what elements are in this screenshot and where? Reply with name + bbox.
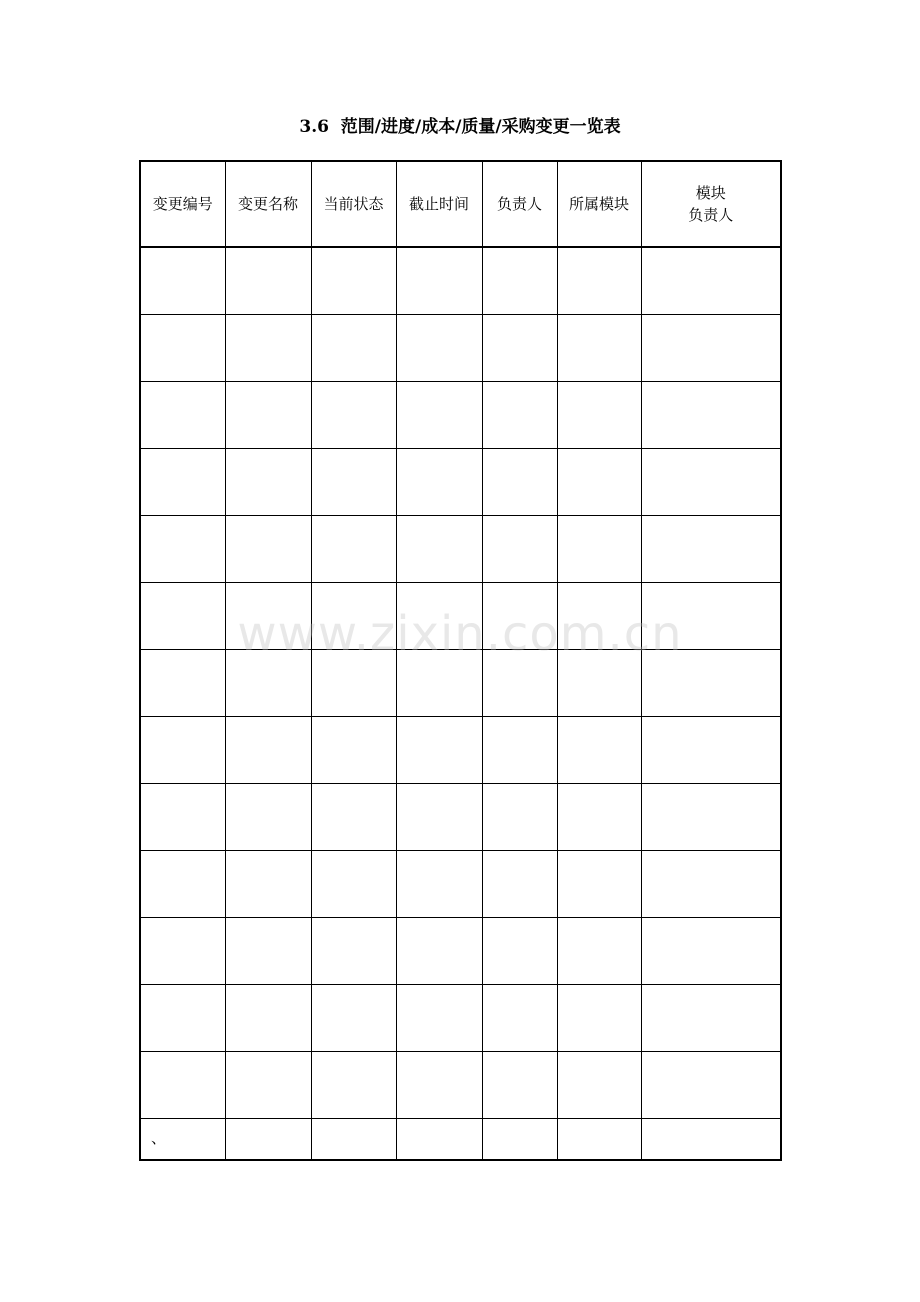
- table-row: [140, 650, 781, 717]
- table-cell[interactable]: [641, 1119, 781, 1161]
- table-cell[interactable]: [396, 247, 482, 315]
- table-row: [140, 1052, 781, 1119]
- table-cell[interactable]: [482, 382, 557, 449]
- table-cell[interactable]: [557, 918, 641, 985]
- table-cell[interactable]: [557, 247, 641, 315]
- table-cell[interactable]: [225, 1052, 311, 1119]
- table-cell[interactable]: [140, 1119, 225, 1161]
- table-cell[interactable]: [482, 247, 557, 315]
- table-cell[interactable]: [396, 1052, 482, 1119]
- table-cell[interactable]: [482, 1052, 557, 1119]
- table-cell[interactable]: [396, 315, 482, 382]
- table-cell[interactable]: [641, 382, 781, 449]
- table-cell[interactable]: [225, 918, 311, 985]
- table-body: [140, 247, 781, 1160]
- table-cell[interactable]: [482, 650, 557, 717]
- table-cell[interactable]: [557, 449, 641, 516]
- table-cell[interactable]: [311, 985, 396, 1052]
- table-cell[interactable]: [557, 516, 641, 583]
- column-header: [641, 161, 781, 247]
- table-cell[interactable]: [140, 449, 225, 516]
- table-cell[interactable]: [482, 918, 557, 985]
- table-cell[interactable]: [396, 851, 482, 918]
- column-header: [396, 161, 482, 247]
- table-cell[interactable]: [140, 851, 225, 918]
- table-cell[interactable]: [482, 851, 557, 918]
- table-cell[interactable]: [311, 315, 396, 382]
- table-cell[interactable]: [641, 985, 781, 1052]
- table-cell[interactable]: [557, 583, 641, 650]
- table-row: [140, 918, 781, 985]
- column-header-label: 模块: [695, 184, 726, 202]
- table-cell[interactable]: [225, 985, 311, 1052]
- change-list-table-container: [139, 160, 780, 1161]
- table-cell[interactable]: [225, 1119, 311, 1161]
- table-cell[interactable]: [140, 918, 225, 985]
- table-cell[interactable]: [641, 717, 781, 784]
- table-cell[interactable]: [225, 315, 311, 382]
- table-cell[interactable]: [641, 516, 781, 583]
- table-cell[interactable]: [396, 382, 482, 449]
- table-cell[interactable]: [225, 650, 311, 717]
- table-row: [140, 985, 781, 1052]
- table-cell[interactable]: [225, 247, 311, 315]
- table-cell[interactable]: [482, 449, 557, 516]
- table-cell[interactable]: [396, 985, 482, 1052]
- table-row: [140, 851, 781, 918]
- table-cell[interactable]: [396, 449, 482, 516]
- column-header: [557, 161, 641, 247]
- watermark-text: www.zixin.com.cn: [237, 606, 683, 662]
- table-cell[interactable]: [396, 717, 482, 784]
- table-cell[interactable]: [311, 583, 396, 650]
- table-cell[interactable]: [140, 784, 225, 851]
- table-cell[interactable]: [557, 985, 641, 1052]
- table-cell[interactable]: [641, 918, 781, 985]
- table-cell[interactable]: [311, 1119, 396, 1161]
- table-cell[interactable]: [225, 449, 311, 516]
- table-row: [140, 382, 781, 449]
- table-cell[interactable]: [140, 717, 225, 784]
- table-cell[interactable]: [641, 784, 781, 851]
- table-cell[interactable]: [557, 382, 641, 449]
- table-cell[interactable]: [396, 918, 482, 985]
- table-cell[interactable]: [396, 516, 482, 583]
- table-cell[interactable]: [482, 1119, 557, 1161]
- table-row: [140, 717, 781, 784]
- table-row: [140, 784, 781, 851]
- table-cell[interactable]: [311, 918, 396, 985]
- column-header: [225, 161, 311, 247]
- table-cell[interactable]: [396, 650, 482, 717]
- change-list-table: [139, 160, 782, 1161]
- table-row: [140, 247, 781, 315]
- table-cell[interactable]: [311, 247, 396, 315]
- table-cell[interactable]: [396, 583, 482, 650]
- table-cell[interactable]: [311, 784, 396, 851]
- table-cell[interactable]: [557, 315, 641, 382]
- column-header: [482, 161, 557, 247]
- table-cell[interactable]: [482, 717, 557, 784]
- table-cell[interactable]: [311, 851, 396, 918]
- table-cell[interactable]: [311, 1052, 396, 1119]
- table-cell[interactable]: [140, 382, 225, 449]
- table-cell[interactable]: [641, 583, 781, 650]
- table-cell[interactable]: [557, 650, 641, 717]
- table-cell[interactable]: [140, 650, 225, 717]
- table-cell[interactable]: [311, 449, 396, 516]
- column-header: [311, 161, 396, 247]
- table-row: [140, 583, 781, 650]
- table-cell[interactable]: [140, 315, 225, 382]
- table-cell[interactable]: [311, 650, 396, 717]
- table-cell[interactable]: [557, 1052, 641, 1119]
- table-cell[interactable]: [557, 717, 641, 784]
- table-cell[interactable]: [225, 382, 311, 449]
- table-cell[interactable]: [311, 717, 396, 784]
- table-cell[interactable]: [140, 583, 225, 650]
- table-cell[interactable]: [482, 784, 557, 851]
- column-header-label: 截止时间: [408, 195, 469, 213]
- table-header-row: [140, 161, 781, 247]
- table-cell[interactable]: [140, 247, 225, 315]
- table-cell[interactable]: [311, 516, 396, 583]
- table-cell[interactable]: [641, 449, 781, 516]
- table-cell[interactable]: [140, 985, 225, 1052]
- table-cell[interactable]: [225, 784, 311, 851]
- table-cell[interactable]: [140, 516, 225, 583]
- column-header-label: 当前状态: [323, 195, 384, 213]
- table-cell[interactable]: [396, 784, 482, 851]
- table-cell[interactable]: [557, 784, 641, 851]
- column-header-label: 变更名称: [237, 195, 298, 213]
- table-cell[interactable]: [641, 315, 781, 382]
- document-title: 3.6 范围/进度/成本/质量/采购变更一览表: [299, 117, 621, 137]
- row-mark: 、: [151, 1129, 167, 1147]
- table-row: [140, 1119, 781, 1161]
- table-cell[interactable]: [557, 851, 641, 918]
- column-header-label: 所属模块: [568, 195, 629, 213]
- table-row: [140, 449, 781, 516]
- table-row: [140, 516, 781, 583]
- table-cell[interactable]: [641, 851, 781, 918]
- column-header-label: 变更编号: [152, 195, 213, 213]
- table-cell[interactable]: [225, 583, 311, 650]
- table-cell[interactable]: [311, 382, 396, 449]
- table-cell[interactable]: [482, 583, 557, 650]
- column-header-label: 负责人: [496, 195, 542, 213]
- table-cell[interactable]: [557, 1119, 641, 1161]
- table-cell[interactable]: [225, 516, 311, 583]
- table-row: [140, 315, 781, 382]
- column-header: [140, 161, 225, 247]
- table-cell[interactable]: [482, 315, 557, 382]
- table-cell[interactable]: [140, 1052, 225, 1119]
- table-cell[interactable]: [482, 985, 557, 1052]
- table-cell[interactable]: [641, 247, 781, 315]
- table-cell[interactable]: [225, 851, 311, 918]
- table-cell[interactable]: [641, 650, 781, 717]
- table-cell[interactable]: [641, 1052, 781, 1119]
- table-cell[interactable]: [482, 516, 557, 583]
- column-header-label: 负责人: [688, 206, 734, 224]
- table-cell[interactable]: [225, 717, 311, 784]
- table-cell[interactable]: [396, 1119, 482, 1161]
